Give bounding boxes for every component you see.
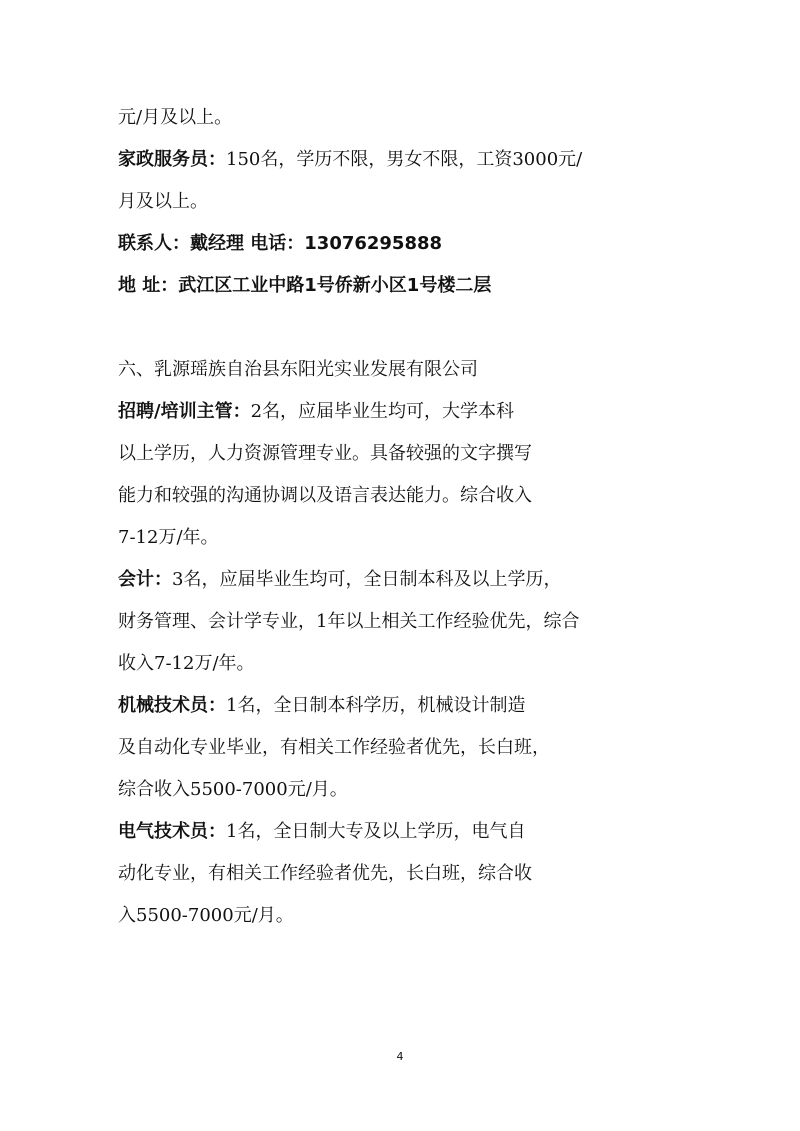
job-details: 3名，应届毕业生均可，全日制本科及以上学历， bbox=[172, 569, 562, 590]
job-entry-housekeeper bbox=[118, 140, 688, 180]
job-entry-accountant bbox=[118, 560, 688, 600]
text-line bbox=[118, 434, 688, 474]
text-line bbox=[118, 854, 688, 894]
job-entry-electrical-technician bbox=[118, 812, 688, 852]
text-line bbox=[118, 770, 688, 810]
job-entry-training-manager bbox=[118, 392, 688, 432]
line-text: 入5500-7000元/月。 bbox=[118, 905, 294, 926]
line-text: 及自动化专业毕业，有相关工作经验者优先，长白班， bbox=[118, 737, 550, 758]
text-line bbox=[118, 98, 688, 138]
text-line bbox=[118, 602, 688, 642]
company-name: 六、乳源瑶族自治县东阳光实业发展有限公司 bbox=[118, 359, 478, 380]
job-details: 1名，全日制大专及以上学历，电气自 bbox=[226, 821, 526, 842]
text-line bbox=[118, 518, 688, 558]
line-text: 元/月及以上。 bbox=[118, 107, 233, 128]
job-title: 电气技术员： bbox=[118, 821, 226, 842]
job-title: 招聘/培训主管： bbox=[118, 401, 251, 422]
address-line bbox=[118, 266, 688, 306]
text-line bbox=[118, 644, 688, 684]
text-line bbox=[118, 476, 688, 516]
job-title: 机械技术员： bbox=[118, 695, 226, 716]
line-text: 能力和较强的沟通协调以及语言表达能力。综合收入 bbox=[118, 485, 532, 506]
text-line bbox=[118, 728, 688, 768]
job-title: 家政服务员： bbox=[118, 149, 226, 170]
contact-text: 联系人：戴经理 电话：13076295888 bbox=[118, 233, 443, 254]
text-line bbox=[118, 182, 688, 222]
address-text: 地 址：武江区工业中路1号侨新小区1号楼二层 bbox=[118, 275, 492, 296]
text-line bbox=[118, 896, 688, 936]
page-number: 4 bbox=[396, 1050, 404, 1063]
line-text: 以上学历，人力资源管理专业。具备较强的文字撰写 bbox=[118, 443, 532, 464]
line-text: 月及以上。 bbox=[118, 191, 208, 212]
section-heading bbox=[118, 350, 688, 390]
job-details: 1名，全日制本科学历，机械设计制造 bbox=[226, 695, 526, 716]
line-text: 动化专业，有相关工作经验者优先，长白班，综合收 bbox=[118, 863, 532, 884]
job-details: 2名，应届毕业生均可，大学本科 bbox=[250, 401, 515, 422]
contact-line bbox=[118, 224, 688, 264]
job-title: 会计： bbox=[118, 569, 172, 590]
line-text: 财务管理、会计学专业，1年以上相关工作经验优先，综合 bbox=[118, 611, 580, 632]
job-details: 150名，学历不限，男女不限，工资3000元/ bbox=[226, 149, 583, 170]
line-text: 综合收入5500-7000元/月。 bbox=[118, 779, 348, 800]
line-text: 7-12万/年。 bbox=[118, 527, 219, 548]
job-entry-mechanical-technician bbox=[118, 686, 688, 726]
line-text: 收入7-12万/年。 bbox=[118, 653, 255, 674]
